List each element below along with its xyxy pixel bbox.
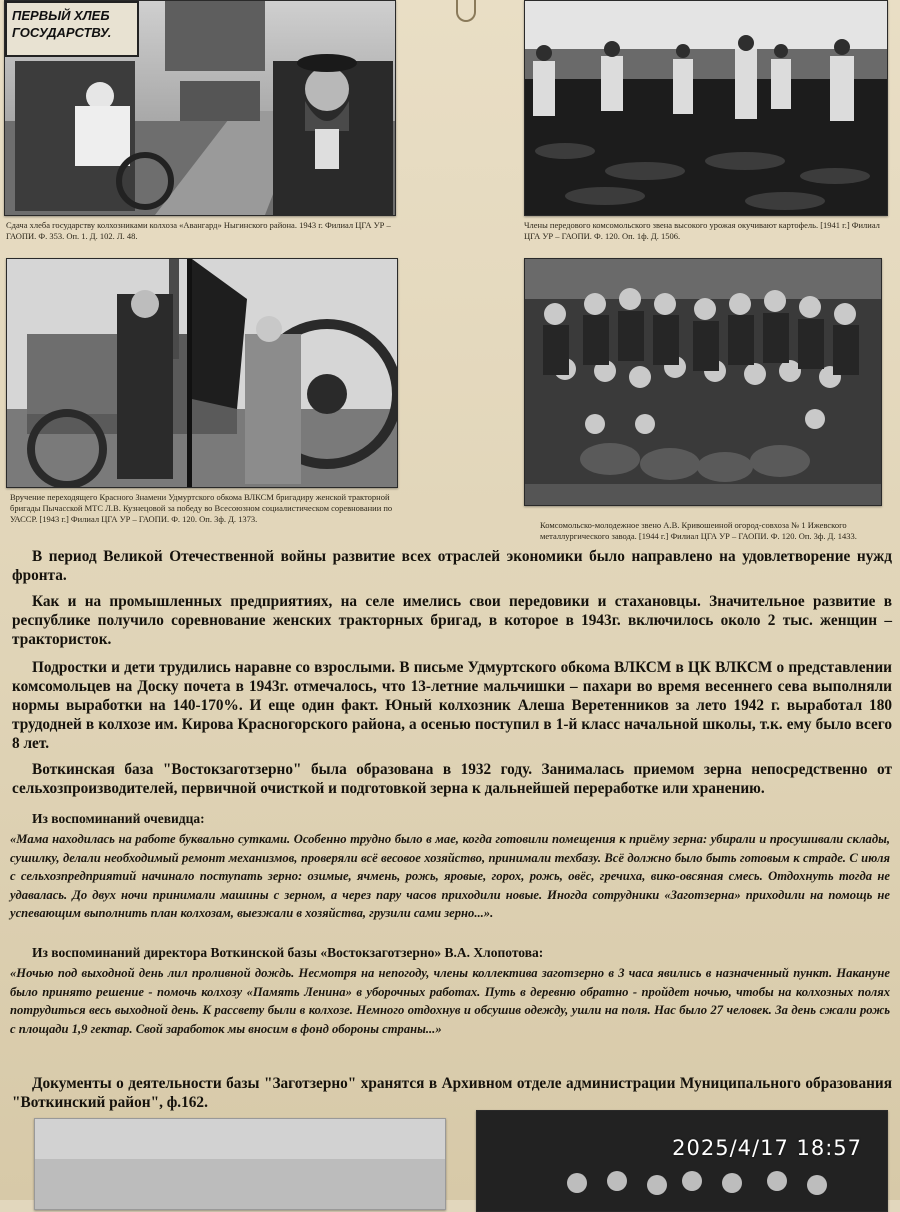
photo-bottom-left-image [35, 1119, 445, 1209]
photo-komsomol-group-image [525, 259, 881, 505]
photo-tractor-brigade-image [7, 259, 397, 487]
caption-potato-field: Члены передового комсомольского звена высокого урожая окучивают картофель. [1941 г.] Филиал ЦГА УР – ГАОПИ. Ф. 120. Оп. 1ф. Д. 1506. [524, 220, 880, 241]
memoir-director-heading: Из воспоминаний директора Воткинской базы «Востокзаготзерно» В.А. Хлопотова: [32, 945, 544, 960]
caption-tractor-brigade: Вручение переходящего Красного Знамени Удмуртского обкома ВЛКСМ бригадиру женской тракторной бригады Пычасской МТС Л.В. Кузнецовой за победу во Всесоюзном социалистическом соревновании по УАССР. [1943 г.] Филиал ЦГА УР – ГАОПИ. Ф. 120. Оп. 3ф. Д. 1373. [10, 492, 393, 524]
memoir-eyewitness-heading: Из воспоминаний очевидца: [32, 811, 205, 826]
caption-komsomol-group: Комсомольско-молодежное звено А.В. Кривошеиной огород-совхоза № 1 Ижевского металлургического завода. [1944 г.] Филиал ЦГА УР – ГАОПИ. Ф. 120. Оп. 3ф. Д. 1433. [540, 520, 857, 541]
photo-potato-field-image [525, 1, 887, 215]
memoir-director-text: «Ночью под выходной день лил проливной дождь. Несмотря на непогоду, члены коллектива заготзерно в 3 часа явились в назначенный пункт. Накануне было принято решение - помочь колхозу «Память Ленина» в уборочных работах. Путь в деревню обратно - пройдет ночью, чтобы на колхозных полях потрудиться весь выходной день. К рассвету были в колхозе. Немного отдохнув и обсушив одежду, ушли на поля. Нас было 27 человек. За день сжали рожь с площади 1,9 гектар. Свой заработок мы вносим в фонд обороны страны...» [10, 966, 890, 1036]
photo-bottom-right-image [477, 1111, 887, 1211]
slogan-banner: ПЕРВЫЙ ХЛЕБ ГОСУДАРСТВУ. [5, 1, 139, 57]
archive-note: Документы о деятельности базы "Заготзерно" хранятся в Архивном отделе администрации Муниципального образования "Воткинский район", ф.162. [12, 1075, 892, 1111]
photo-timestamp: 2025/4/17 18:57 [672, 1136, 862, 1160]
caption-grain-delivery: Сдача хлеба государству колхозниками колхоза «Авангард» Ныгинского района. 1943 г. Филиал ЦГА УР – ГАОПИ. Ф. 353. Оп. 1. Д. 102. Л. 48. [6, 220, 391, 241]
paragraph-teenagers: Подростки и дети трудились наравне со взрослыми. В письме Удмуртского обкома ВЛКСМ в ЦК ВЛКСМ о представлении комсомольцев на Доску почета в 1943г. отмечалось, что 13-летние мальчишки – пахари во время весеннего сева выполняли нормы выработки на 140-170%. И еще один факт. Юный колхозник Алеша Веретенников за лето 1942 г. выработал 180 трудодней в колхозе им. Кирова Красногорского района, а осенью поступил в 1-й класс начальной школы, т.к. ему было всего 8 лет. [12, 659, 892, 752]
photo-komsomol-group [524, 258, 882, 506]
photo-bottom-right [476, 1110, 888, 1212]
binder-clip-icon [456, 0, 476, 22]
photo-grain-delivery [4, 0, 396, 216]
paragraph-tractor-brigades: Как и на промышленных предприятиях, на селе имелись свои передовики и стахановцы. Значительное развитие в республике получило соревнование женских тракторных бригад, в которое в 1943г. включилось около 2 тыс. женщин – трактористок. [12, 593, 892, 648]
paragraph-economy: В период Великой Отечественной войны развитие всех отраслей экономики было направлено на удовлетворение нужд фронта. [12, 548, 892, 584]
photo-tractor-brigade [6, 258, 398, 488]
paragraph-votkinsk-base: Воткинская база "Востокзаготзерно" была образована в 1932 году. Занималась приемом зерна непосредственно от сельхозпроизводителей, первичной очисткой и подготовкой зерна к дальнейшей переработке или хранению. [12, 761, 892, 797]
memoir-eyewitness-text: «Мама находилась на работе буквально сутками. Особенно трудно было в мае, когда готовили помещения к приёму зерна: убирали и просушивали склады, сушилку, делали необходимый ремонт механизмов, проверяли всё весовое хозяйство, принимали техбазу. Всё должно было быть готовым к страде. С июля с сельхозпредприятий начинало поступать зерно: озимые, ячмень, рожь, яровые, горох, рожь, овёс, гречиха, вико-овсяная смесь. Отдохнуть тогда не удавалась. До двух ночи принимали машины с зерном, а через пару часов приходили новые. Иногда сотрудники «Заготзерна» приходили на помощь не успевающим выполнить план колхозам, выезжали в хозяйства, грузили сами зерно...». [10, 832, 890, 920]
photo-bottom-left [34, 1118, 446, 1210]
photo-potato-field [524, 0, 888, 216]
